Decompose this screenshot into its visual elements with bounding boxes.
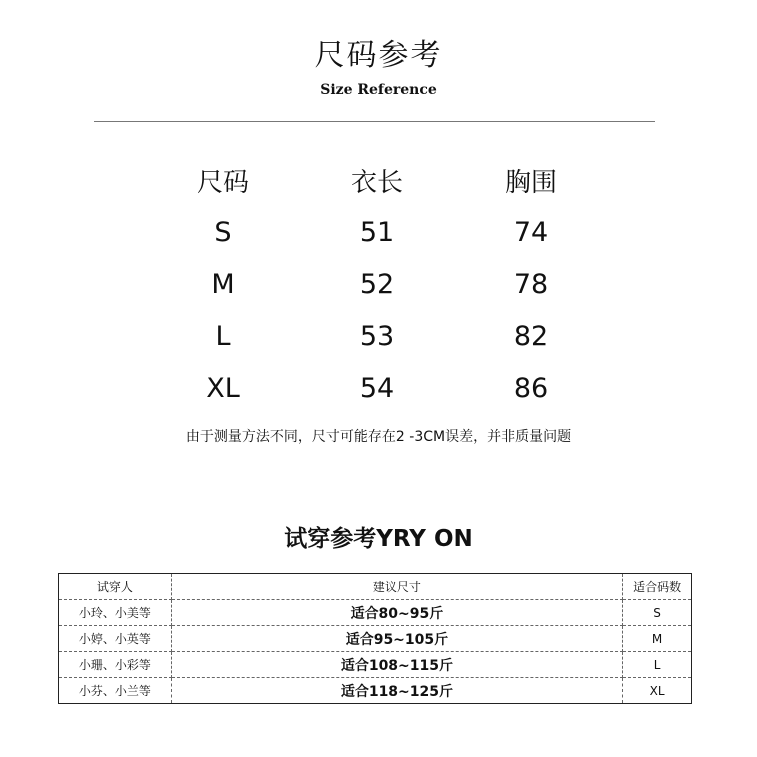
column-header-advice: 建议尺寸 bbox=[171, 574, 623, 600]
table-row bbox=[59, 626, 692, 652]
length-cell: 51 bbox=[359, 216, 395, 248]
page-title: 尺码参考 bbox=[314, 38, 443, 73]
column-header-bust: 胸围 bbox=[504, 167, 557, 198]
fit-size-cell: M bbox=[623, 626, 692, 652]
fit-size-cell: S bbox=[623, 600, 692, 626]
table-row bbox=[146, 310, 608, 362]
length-cell: 52 bbox=[359, 268, 395, 300]
tryon-title: 试穿参考YRY ON bbox=[284, 526, 473, 552]
size-cell: M bbox=[211, 268, 235, 300]
tryon-table bbox=[58, 573, 692, 704]
page-subtitle: Size Reference bbox=[320, 82, 437, 98]
table-row bbox=[146, 258, 608, 310]
tryon-header-row bbox=[59, 574, 692, 600]
column-header-size: 尺码 bbox=[196, 167, 249, 198]
size-table-header-row bbox=[146, 154, 608, 206]
table-row bbox=[146, 206, 608, 258]
size-cell: S bbox=[214, 216, 232, 248]
advice-cell: 适合95~105斤 bbox=[171, 626, 623, 652]
length-cell: 53 bbox=[359, 320, 395, 352]
tester-cell: 小芬、小兰等 bbox=[59, 678, 172, 704]
column-header-length: 衣长 bbox=[350, 167, 403, 198]
bust-cell: 86 bbox=[513, 372, 549, 404]
table-row bbox=[146, 362, 608, 414]
bust-cell: 74 bbox=[513, 216, 549, 248]
length-cell: 54 bbox=[359, 372, 395, 404]
size-cell: L bbox=[215, 320, 231, 352]
divider bbox=[94, 121, 655, 122]
measurement-note: 由于测量方法不同，尺寸可能存在2 -3CM误差，并非质量问题 bbox=[185, 429, 572, 445]
tester-cell: 小珊、小彩等 bbox=[59, 652, 172, 678]
advice-cell: 适合108~115斤 bbox=[171, 652, 623, 678]
advice-cell: 适合118~125斤 bbox=[171, 678, 623, 704]
column-header-fit-size: 适合码数 bbox=[623, 574, 692, 600]
fit-size-cell: XL bbox=[649, 683, 665, 698]
bust-cell: 78 bbox=[513, 268, 549, 300]
bust-cell: 82 bbox=[513, 320, 549, 352]
table-row bbox=[59, 600, 692, 626]
size-cell: XL bbox=[206, 372, 240, 404]
table-row bbox=[59, 678, 692, 704]
advice-cell: 适合80~95斤 bbox=[171, 600, 623, 626]
fit-size-cell: L bbox=[623, 652, 692, 678]
size-table bbox=[146, 154, 608, 414]
column-header-tester: 试穿人 bbox=[59, 574, 172, 600]
tester-cell: 小玲、小美等 bbox=[59, 600, 172, 626]
table-row bbox=[59, 652, 692, 678]
tester-cell: 小婷、小英等 bbox=[59, 626, 172, 652]
